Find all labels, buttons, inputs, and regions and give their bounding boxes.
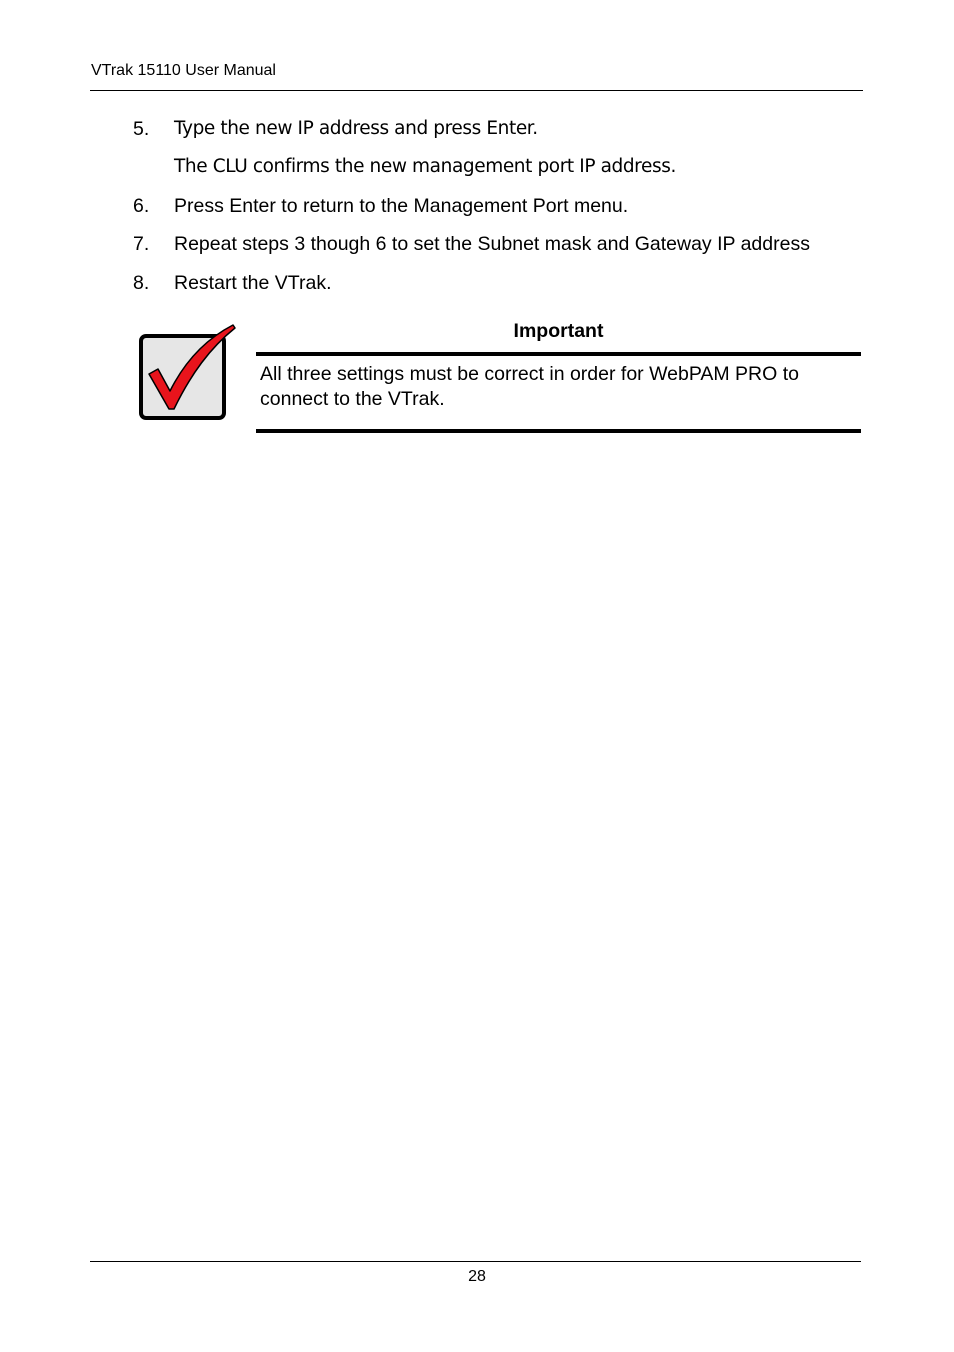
step-number: 6.	[133, 195, 150, 217]
callout-bottom-rule	[256, 429, 861, 433]
step-note: The CLU confirms the new management port IP address.	[174, 156, 676, 177]
step-text: Restart the VTrak.	[174, 272, 332, 294]
step-number: 8.	[133, 272, 150, 294]
header-title: VTrak 15110 User Manual	[91, 62, 276, 79]
checkmark-icon	[136, 322, 236, 422]
step-text: Press Enter to return to the Management Port menu.	[174, 195, 629, 217]
footer-divider	[90, 1261, 861, 1262]
page-number: 28	[468, 1268, 486, 1285]
step-text: Type the new IP address and press Enter.	[174, 118, 538, 139]
important-heading: Important	[513, 320, 604, 342]
step-number: 7.	[133, 233, 150, 255]
step-text: Repeat steps 3 though 6 to set the Subnet mask and Gateway IP address	[174, 233, 810, 255]
important-body: All three settings must be correct in order for WebPAM PRO to connect to the VTrak.	[260, 363, 799, 410]
step-number: 5.	[133, 118, 150, 140]
callout-top-rule	[256, 352, 861, 356]
header-divider	[90, 90, 863, 91]
